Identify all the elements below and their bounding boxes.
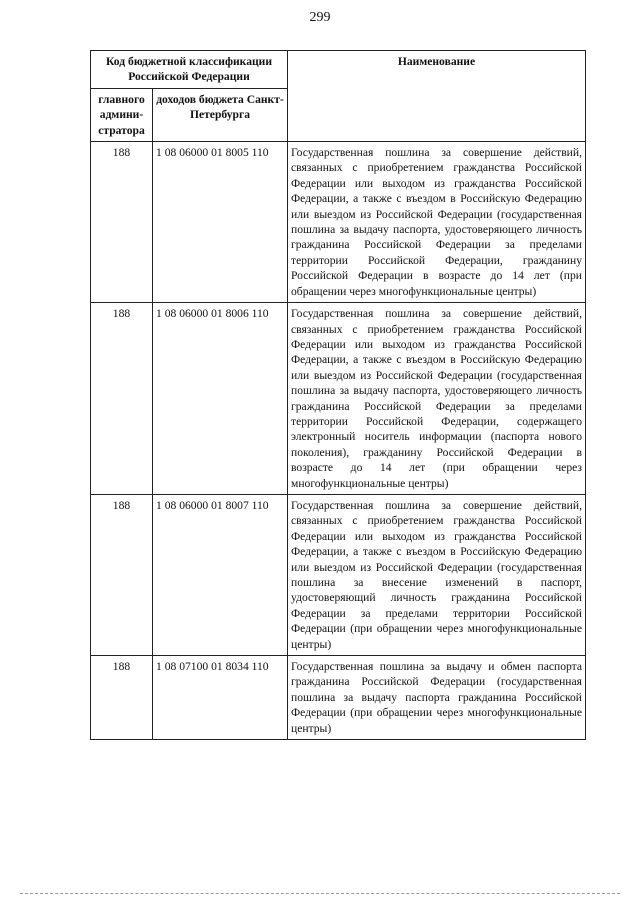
row-admin-code: 188: [91, 303, 153, 495]
row-name: Государственная пошлина за выдачу и обмен паспорта гражданина Российской Федерации (государственная пошлина за выдачу паспорта гражданина Российской Федерации (при обращении через многофункциональные центры): [288, 656, 586, 740]
header-chief-administrator: главного админи-стратора: [91, 88, 153, 141]
row-name: Государственная пошлина за совершение действий, связанных с приобретением гражданства Российской Федерации или выходом из гражданства Российской Федерации, а также с въездом в Российскую Федерацию или выездом из Российской Федерации (государственная пошлина за выдачу паспорта, удостоверяющего личность гражданина Российской Федерации за пределами территории Российской Федерации, содержащего электронный носитель информации (паспорта нового поколения), гражданину Российской Федерации в возрасте до 14 лет (при обращении через многофункциональные центры): [288, 303, 586, 495]
header-classification-code: Код бюджетной классификации Российской Федерации: [91, 51, 288, 89]
row-admin-code: 188: [91, 656, 153, 740]
footer-divider: [20, 893, 620, 894]
header-name: Наименование: [288, 51, 586, 142]
row-name: Государственная пошлина за совершение действий, связанных с приобретением гражданства Российской Федерации или выходом из гражданства Российской Федерации, а также с въездом в Российскую Федерацию или выездом из Российской Федерации (государственная пошлина за внесение изменений в паспорт, удостоверяющий личность гражданина Российской Федерации за пределами территории Российской Федерации (при обращении через многофункциональные центры): [288, 494, 586, 655]
table-row: [91, 494, 586, 655]
row-name: Государственная пошлина за совершение действий, связанных с приобретением гражданства Российской Федерации или выходом из гражданства Российской Федерации, а также с въездом в Российскую Федерацию или выездом из Российской Федерации (государственная пошлина за выдачу паспорта, удостоверяющего личность гражданина Российской Федерации за пределами территории Российской Федерации, гражданину Российской Федерации в возрасте до 14 лет (при обращении через многофункциональные центры): [288, 142, 586, 303]
header-budget-revenues: доходов бюджета Санкт-Петербурга: [153, 88, 288, 141]
row-admin-code: 188: [91, 494, 153, 655]
table-row: [91, 142, 586, 303]
row-revenue-code: 1 08 06000 01 8007 110: [153, 494, 288, 655]
budget-classification-table: [90, 50, 586, 740]
table-row: [91, 656, 586, 740]
table-row: [91, 303, 586, 495]
row-admin-code: 188: [91, 142, 153, 303]
table-header-row-top: [91, 51, 586, 89]
row-revenue-code: 1 08 06000 01 8006 110: [153, 303, 288, 495]
page-number: 299: [309, 10, 331, 25]
row-revenue-code: 1 08 07100 01 8034 110: [153, 656, 288, 740]
row-revenue-code: 1 08 06000 01 8005 110: [153, 142, 288, 303]
